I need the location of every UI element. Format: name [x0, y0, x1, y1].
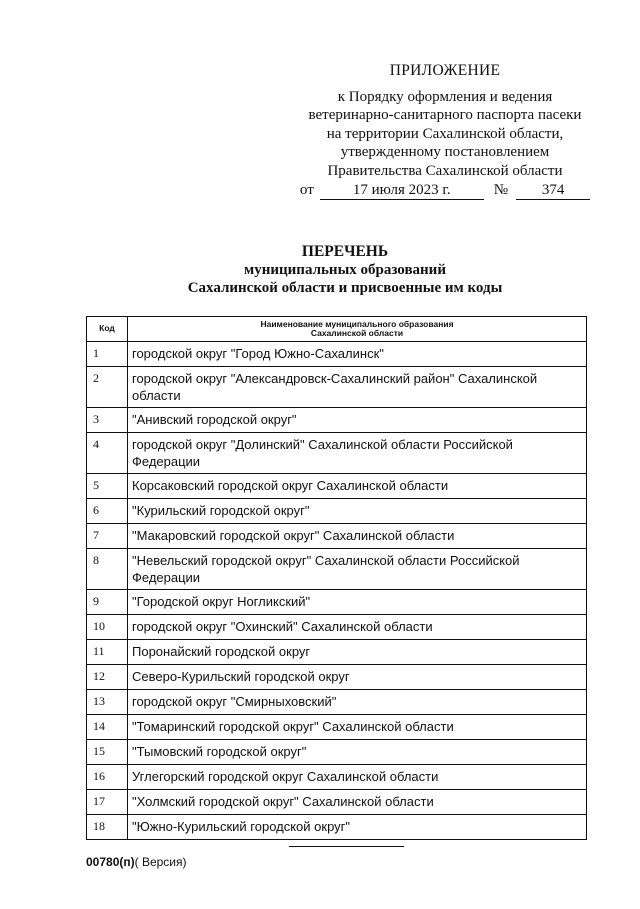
number-label: №: [493, 182, 509, 198]
table-row: [87, 367, 587, 408]
row-name: "Холмский городской округ" Сахалинской области: [128, 790, 587, 815]
row-code: 14: [87, 715, 128, 740]
table-row: [87, 590, 587, 615]
row-code: 3: [87, 408, 128, 433]
header-name: [128, 317, 587, 342]
row-name: "Макаровский городской округ" Сахалинской области: [128, 524, 587, 549]
row-code: 6: [87, 499, 128, 524]
row-name: "Городской округ Ногликский": [128, 590, 587, 615]
row-name: городской округ "Смирныховский": [128, 690, 587, 715]
table-row: [87, 740, 587, 765]
table-row: [87, 790, 587, 815]
row-name: Углегорский городской округ Сахалинской области: [128, 765, 587, 790]
row-code: 17: [87, 790, 128, 815]
row-code: 9: [87, 590, 128, 615]
row-code: 12: [87, 665, 128, 690]
row-code: 7: [87, 524, 128, 549]
resolution-date: 17 июля 2023 г.: [320, 182, 484, 200]
table-row: [87, 408, 587, 433]
doc-code: 00780(п): [86, 855, 135, 869]
row-name: "Курильский городской округ": [128, 499, 587, 524]
row-name: "Южно-Курильский городской округ": [128, 815, 587, 840]
row-name: городской округ "Город Южно-Сахалинск": [128, 342, 587, 367]
signature-line: [289, 846, 404, 847]
table-row: [87, 640, 587, 665]
row-name: Северо-Курильский городской округ: [128, 665, 587, 690]
row-name: "Томаринский городской округ" Сахалинской области: [128, 715, 587, 740]
heading-title: ПЕРЕЧЕНЬ: [301, 243, 389, 260]
row-name: городской округ "Охинский" Сахалинской области: [128, 615, 587, 640]
row-name: городской округ "Александровск-Сахалинский район" Сахалинской области: [128, 367, 587, 408]
table-header-row: [87, 317, 587, 342]
row-name: Поронайский городской округ: [128, 640, 587, 665]
table-row: [87, 715, 587, 740]
table-row: [87, 815, 587, 840]
footer-doc-code: [86, 855, 187, 869]
table-row: [87, 665, 587, 690]
table-row: [87, 499, 587, 524]
row-name: Корсаковский городской округ Сахалинской области: [128, 474, 587, 499]
resolution-number: 374: [516, 182, 590, 200]
row-name: "Невельский городской округ" Сахалинской области Российской Федерации: [128, 549, 587, 590]
row-code: 8: [87, 549, 128, 590]
table-row: [87, 342, 587, 367]
appendix-line: утвержденному постановлением: [340, 144, 550, 160]
row-code: 4: [87, 433, 128, 474]
table-row: [87, 549, 587, 590]
table-row: [87, 690, 587, 715]
table-row: [87, 474, 587, 499]
header-name-line: Сахалинской области: [310, 328, 404, 338]
doc-version: ( Версия): [134, 855, 187, 869]
header-name-line: Наименование муниципального образования: [260, 318, 454, 329]
row-name: "Анивский городской округ": [128, 408, 587, 433]
from-label: от: [299, 182, 314, 198]
row-code: 13: [87, 690, 128, 715]
heading-subtitle: Сахалинской области и присвоенные им коды: [187, 280, 503, 296]
row-code: 10: [87, 615, 128, 640]
row-code: 1: [87, 342, 128, 367]
row-code: 15: [87, 740, 128, 765]
table-row: [87, 433, 587, 474]
table-row: [87, 615, 587, 640]
appendix-line: к Порядку оформления и ведения: [337, 88, 553, 105]
appendix-line: на территории Сахалинской области,: [326, 125, 564, 142]
row-name: "Тымовский городской округ": [128, 740, 587, 765]
table-row: [87, 524, 587, 549]
appendix-title: ПРИЛОЖЕНИЕ: [389, 62, 501, 79]
table-row: [87, 765, 587, 790]
row-code: 18: [87, 815, 128, 840]
row-code: 2: [87, 367, 128, 408]
header-code: Код: [87, 317, 128, 342]
resolution-date-line: [290, 181, 600, 200]
row-code: 5: [87, 474, 128, 499]
list-heading: [100, 243, 590, 297]
heading-subtitle: муниципальных образований: [244, 262, 446, 278]
municipalities-table: [86, 316, 587, 840]
row-code: 11: [87, 640, 128, 665]
appendix-block: [290, 62, 600, 200]
row-name: городской округ "Долинский" Сахалинской области Российской Федерации: [128, 433, 587, 474]
appendix-line: ветеринарно-санитарного паспорта пасеки: [308, 107, 582, 123]
appendix-line: Правительства Сахалинской области: [327, 162, 563, 179]
row-code: 16: [87, 765, 128, 790]
